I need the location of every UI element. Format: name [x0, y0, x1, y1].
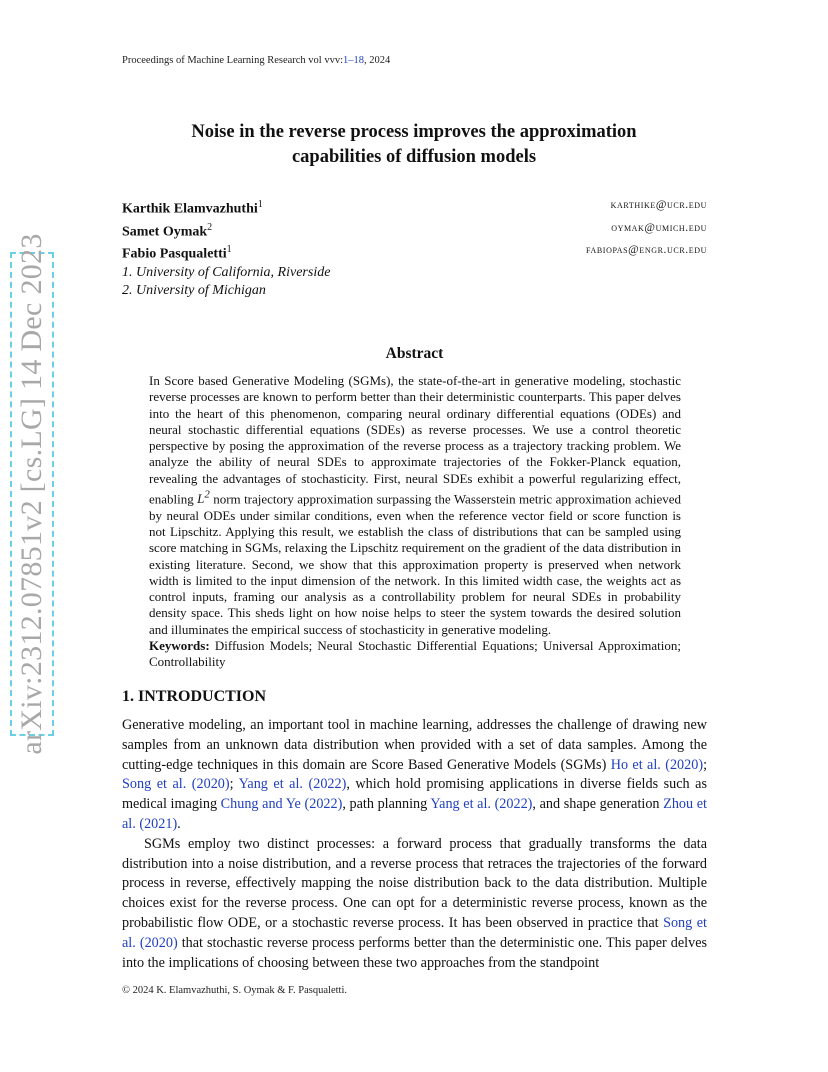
running-header	[122, 55, 390, 66]
author-name: Fabio Pasqualetti$^1$	[122, 244, 232, 262]
author-email[interactable]: oymak@umich.edu	[611, 221, 707, 234]
citation-link[interactable]: Yang et al.	[430, 796, 491, 813]
citation-year-link[interactable]: (2020)	[191, 776, 230, 793]
citation-link[interactable]: Ho et al.	[610, 756, 661, 773]
affiliation: 1. University of California, Riverside	[122, 264, 331, 280]
keywords: Diffusion Models; Neural Stochastic Differential Equations; Universal Approximation; Controllability	[149, 638, 681, 670]
citation-year-link[interactable]: (2020)	[139, 934, 178, 951]
author-row	[122, 196, 707, 219]
author-email[interactable]: fabiopas@engr.ucr.edu	[586, 244, 707, 257]
copyright-footer: © 2024 K. Elamvazhuthi, S. Oymak & F. Pasqualetti.	[122, 985, 347, 996]
intro-body	[122, 716, 707, 973]
citation-link[interactable]: Zhou et al.	[122, 796, 707, 832]
citation-year-link[interactable]: (2022)	[304, 796, 343, 813]
author-block	[122, 196, 707, 300]
header-text: Proceedings of Machine Learning Research vol vvv:	[122, 55, 344, 66]
paragraph: SGMs employ two distinct processes: a forward process that gradually transforms the data distribution into a noise distribution, and a reverse process that retraces the trajectories of the forward process in reverse, effectively mapping the noise distribution back to the data distribution. Multiple choices exist for the reverse process. One can opt for a deterministic reverse process, known as the probabilistic flow ODE, or a stochastic reverse process. It has been observed in practice that Song et al. (2020) that stochastic reverse process performs better than the deterministic one. This paper delves into the implications of choosing between these two approaches from the standpoint	[122, 835, 708, 971]
title-line-1: Noise in the reverse process improves the approximation	[191, 122, 637, 142]
citation-link[interactable]: Song et al.	[122, 776, 187, 793]
arxiv-stamp-box[interactable]	[10, 233, 54, 755]
citation-year-link[interactable]: (2022)	[308, 776, 347, 793]
paper-title	[130, 120, 698, 170]
title-line-2: capabilities of diffusion models	[291, 147, 537, 167]
citation-link[interactable]: Song et al.	[122, 914, 707, 951]
abstract-body: In Score based Generative Modeling (SGMs), the state-of-the-art in generative modeling, stochastic reverse processes are known to perform better than their deterministic counterparts. This paper delves into the heart of this phenomenon, comparing neural ordinary differential equations (ODEs) and neural stochastic differential equations (SDEs) as reverse processes. We use a control theoretic perspective by posing the approximation of the reverse process as a trajectory tracking problem. We analyze the ability of neural SDEs to approximate trajectories of the Fokker-Planck equation, revealing the advantages of stochasticity. First, neural SDEs exhibit a powerful regularizing effect, enabling $L^2$ norm trajectory approximation surpassing the Wasserstein metric approximation achieved by neural ODEs under similar conditions, even when the reference vector field or score function is not Lipschitz. Applying this result, we establish the class of distributions that can be sampled using score matching in SGMs, relaxing the Lipschitz requirement on the gradient of the data distribution in existing literature. Second, we show that this approximation property is preserved when network width is limited to the input dimension of the network. In this limited width case, the weights act as control inputs, framing our analysis as a controllability problem for neural SDEs in probability density space. This sheds light on how noise helps to steer the system towards the desired solution and illuminates the empirical success of stochasticity in generative modeling. Keywords: Diffusion Models; Neural Stochastic Differential Equations; Universal Approximation; Controllability	[149, 373, 682, 670]
author-row	[122, 241, 707, 264]
citation-year-link[interactable]: (2022)	[494, 796, 533, 813]
section-heading: 1. INTRODUCTION	[122, 688, 267, 705]
citation-link[interactable]: Yang et al.	[238, 776, 303, 793]
arxiv-stamp[interactable]: arXiv:2312.07851v2 [cs.LG] 14 Dec 2023	[15, 233, 48, 755]
author-name: Samet Oymak$^2$	[122, 221, 213, 240]
header-year: , 2024	[364, 55, 391, 66]
citation-year-link[interactable]: (2021)	[139, 815, 178, 832]
abstract-heading: Abstract	[385, 345, 444, 362]
citation-link[interactable]: Chung and Ye	[220, 796, 301, 813]
citation-year-link[interactable]: (2020)	[665, 756, 704, 773]
affiliation: 2. University of Michigan	[122, 282, 266, 298]
paragraph: Generative modeling, an important tool in machine learning, addresses the challenge of drawing new samples from an unknown data distribution when provided with a set of data samples. Among the cutting-edge techniques in this domain are Score Based Generative Models (SGMs) Ho et al. (2020); Song et al. (2020); Yang et al. (2022), which hold promising applications in diverse fields such as medical imaging Chung and Ye (2022), path planning Yang et al. (2022), and shape generation Zhou et al. (2021).	[122, 717, 708, 832]
author-email[interactable]: karthike@ucr.edu	[610, 199, 707, 211]
author-row	[122, 219, 707, 242]
header-page-link[interactable]: 1–18	[343, 55, 365, 66]
keywords-label: Keywords:	[149, 638, 210, 654]
math-l2: $L^2$	[197, 489, 210, 507]
author-name: Karthik Elamvazhuthi$^1$	[122, 199, 263, 217]
